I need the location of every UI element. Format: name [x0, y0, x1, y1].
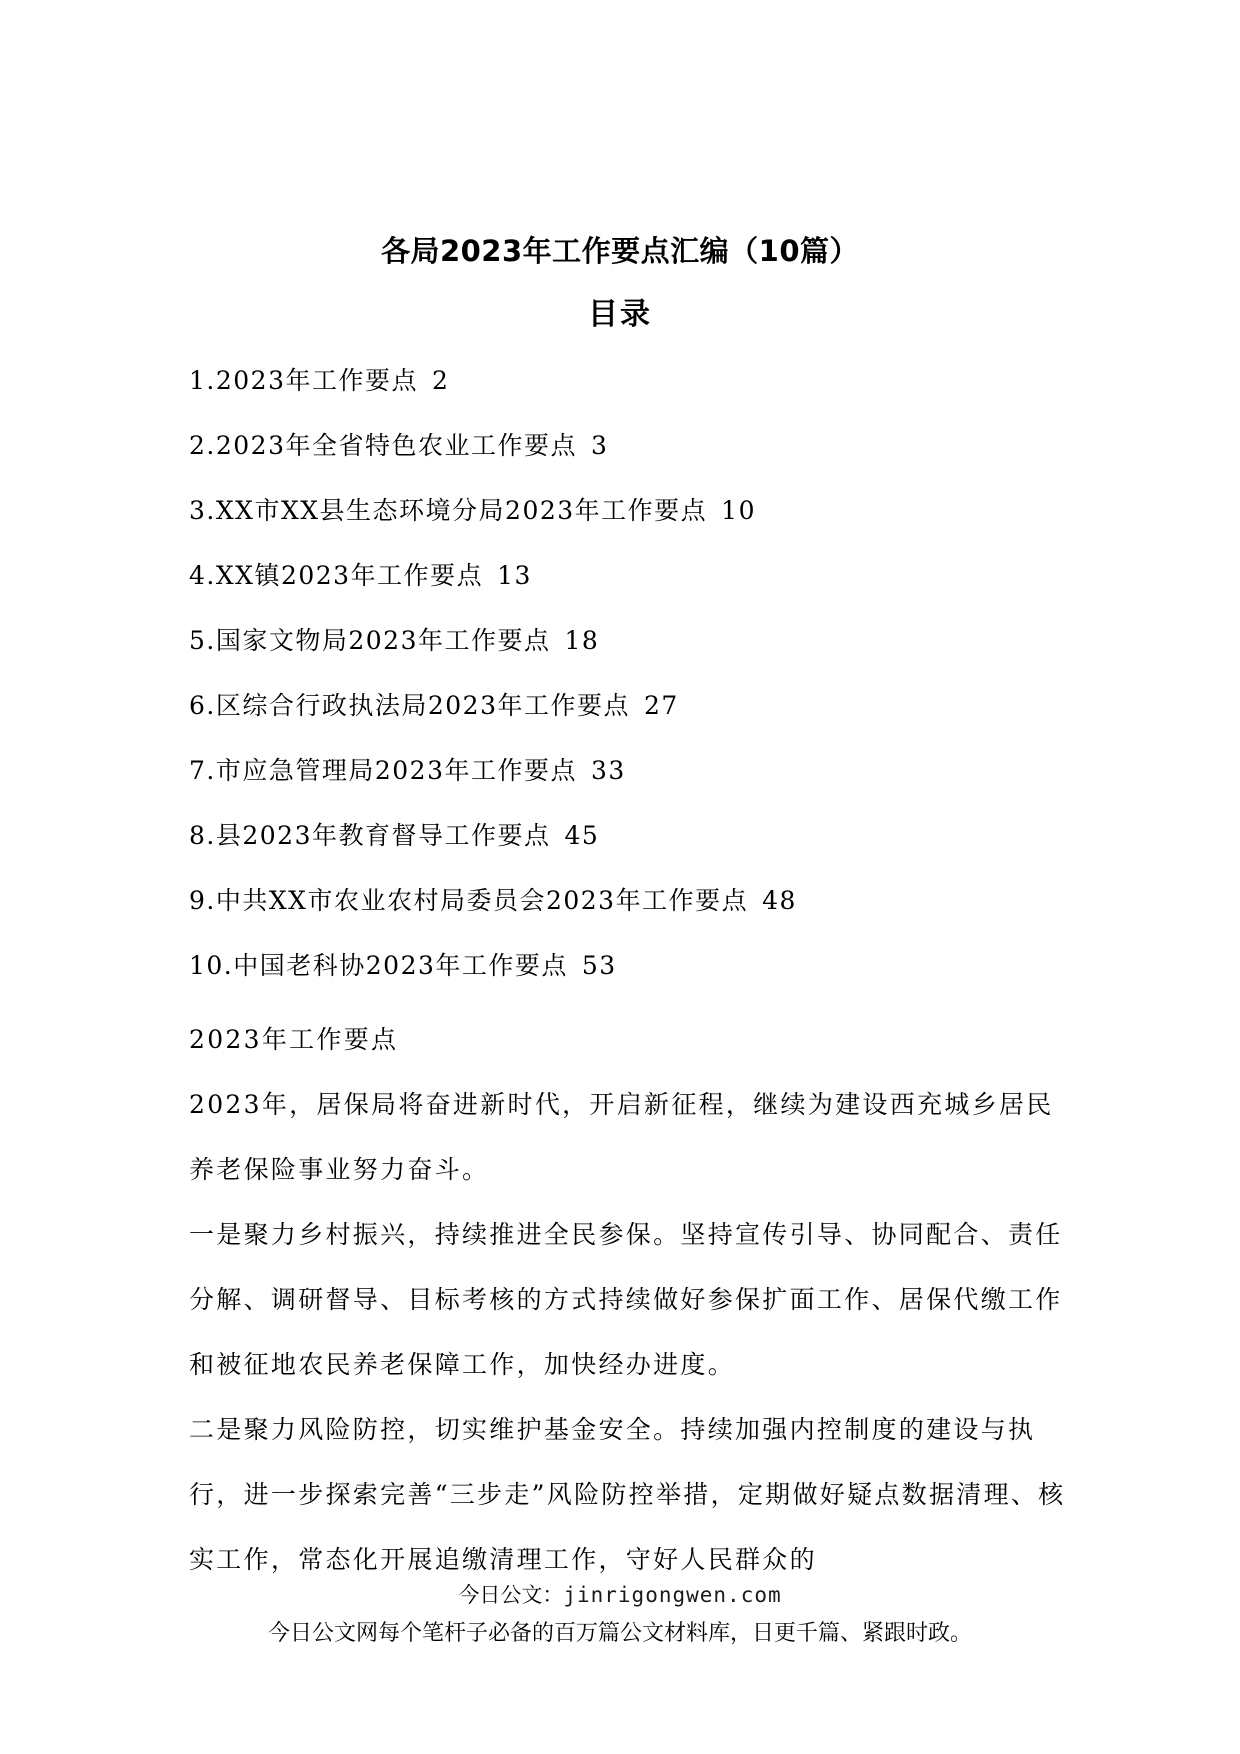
document-body — [189, 1007, 1079, 1592]
toc-item-label: 2.2023年全省特色农业工作要点 — [189, 431, 577, 460]
toc-item-page: 53 — [581, 951, 617, 980]
table-of-contents — [189, 361, 1089, 1011]
toc-item-page: 18 — [564, 626, 600, 655]
footer-url-link[interactable]: jinrigongwen.com — [563, 1583, 782, 1607]
toc-item[interactable] — [189, 361, 1089, 426]
toc-item-page: 10 — [721, 496, 756, 525]
toc-item[interactable] — [189, 751, 1089, 816]
toc-item-label: 1.2023年工作要点 — [189, 366, 418, 395]
toc-item[interactable] — [189, 816, 1089, 881]
toc-heading: 目录 — [588, 297, 652, 332]
toc-item-label: 4.XX镇2023年工作要点 — [189, 561, 484, 590]
toc-item[interactable] — [189, 946, 1089, 1011]
body-paragraph: 2023年，居保局将奋进新时代，开启新征程，继续为建设西充城乡居民养老保险事业努力奋斗。 — [189, 1090, 1054, 1184]
toc-item-label: 3.XX市XX县生态环境分局2023年工作要点 — [189, 496, 708, 525]
toc-item-page: 45 — [564, 821, 600, 850]
toc-item-page: 27 — [643, 691, 679, 720]
toc-item-label: 6.区综合行政执法局2023年工作要点 — [189, 691, 630, 720]
toc-item-label: 5.国家文物局2023年工作要点 — [189, 626, 551, 655]
toc-item-page: 13 — [497, 561, 532, 590]
toc-item-page: 33 — [590, 756, 626, 785]
toc-item-label: 9.中共XX市农业农村局委员会2023年工作要点 — [189, 886, 749, 915]
toc-item[interactable] — [189, 556, 1089, 621]
body-paragraph: 一是聚力乡村振兴，持续推进全民参保。坚持宣传引导、协同配合、责任分解、调研督导、目标考核的方式持续做好参保扩面工作、居保代缴工作和被征地农民养老保障工作，加快经办进度。 — [189, 1220, 1063, 1379]
toc-item-label: 8.县2023年教育督导工作要点 — [189, 821, 551, 850]
toc-item[interactable] — [189, 491, 1089, 556]
toc-item-page: 48 — [762, 886, 797, 915]
body-paragraph: 二是聚力风险防控，切实维护基金安全。持续加强内控制度的建设与执行，进一步探索完善“三步走”风险防控举措，定期做好疑点数据清理、核实工作，常态化开展追缴清理工作，守好人民群众的 — [189, 1415, 1066, 1574]
toc-item-label: 10.中国老科协2023年工作要点 — [189, 951, 568, 980]
toc-item-page: 2 — [431, 366, 450, 395]
toc-item[interactable] — [189, 686, 1089, 751]
footer-source — [0, 1577, 1240, 1613]
footer-label: 今日公文： — [458, 1583, 564, 1607]
toc-item[interactable] — [189, 426, 1089, 491]
toc-item-label: 7.市应急管理局2023年工作要点 — [189, 756, 577, 785]
document-title: 各局2023年工作要点汇编（10篇） — [380, 234, 860, 268]
footer-tagline: 今日公文网每个笔杆子必备的百万篇公文材料库，日更千篇、紧跟时政。 — [267, 1621, 972, 1646]
toc-item-page: 3 — [590, 431, 609, 460]
toc-item[interactable] — [189, 881, 1089, 946]
page-footer — [0, 1577, 1240, 1653]
toc-item[interactable] — [189, 621, 1089, 686]
section-title: 2023年工作要点 — [189, 1025, 399, 1054]
